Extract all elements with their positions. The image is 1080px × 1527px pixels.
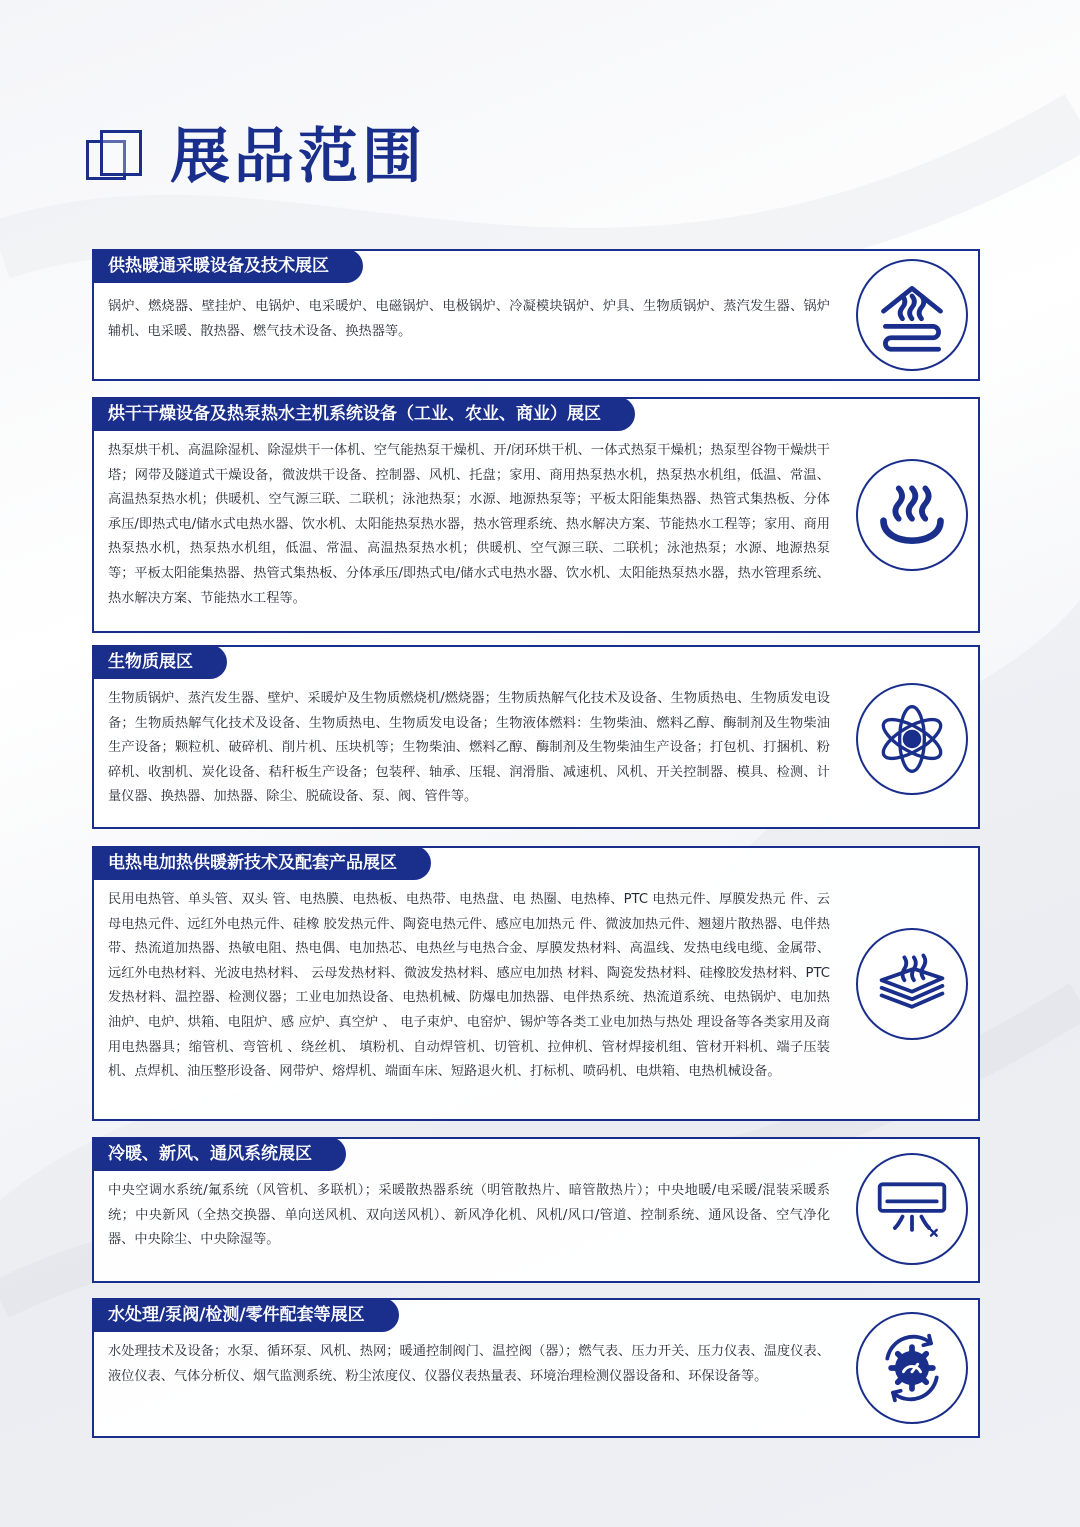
atom-icon xyxy=(856,683,968,795)
section-title: 烘干干燥设备及热泵热水主机系统设备（工业、农业、商业）展区 xyxy=(92,397,635,431)
steam-bowl-icon xyxy=(856,459,968,571)
gear-gauge-cycle-icon xyxy=(856,1312,968,1424)
section-description: 热泵烘干机、高温除湿机、除湿烘干一体机、空气能热泵干燥机、开/闭环烘干机、一体式热泵干燥机；热泵型谷物干燥烘干塔；网带及隧道式干燥设备，微波烘干设备、控制器、风机、托盘；家用、商用热泵热水机，热泵热水机组，低温、常温、高温热泵热水机；供暖机、空气源三联、二联机；泳池热泵；水源、地源热泵等；平板太阳能集热器、热管式集热板、分体承压/即热式电/储水式电热水器、饮水机、太阳能热泵热水器，热水管理系统、热水解决方案、节能热水工程等；家用、商用热泵热水机，热泵热水机组，低温、常温、高温热泵热水机；供暖机、空气源三联、二联机；泳池热泵；水源、地源热泵等；平板太阳能集热器、热管式集热板、分体承压/即热式电/储水式电热水器、饮水机、太阳能热泵热水器，热水管理系统、热水解决方案、节能热水工程等。 xyxy=(108,443,830,606)
section-title: 冷暖、新风、通风系统展区 xyxy=(92,1137,346,1171)
section-water-treatment xyxy=(92,1298,980,1438)
section-description: 民用电热管、单头管、双头 管、电热膜、电热板、电热带、电热盘、电 热圈、电热棒、PTC 电热元件、厚膜发热元 件、云母电热元件、远红外电热元件、硅橡 胶发热元件、陶瓷电热元件、感应电加热元 件、微波加热元件、翘翅片散热器、电伴热带、热流道加热器、热敏电阻、热电偶、电加热芯、电热丝与电热合金、厚膜发热材料、高温线、发热电线电缆、金属带、远红外电热材料、光波电热材料、 云母发热材料、微波发热材料、感应电加热 材料、陶瓷发热材料、硅橡胶发热材料、PTC 发热材料、温控器、检测仪器；工业电加热设备、电热机械、防爆电加热器、电伴热系统、热流道系统、电热锅炉、电加热油炉、电炉、烘箱、电阻炉、感 应炉、真空炉 、 电子束炉、电窑炉、锡炉等各类工业电加热与热处 理设备等各类家用及商用电热器具；缩管机、弯管机 、绕丝机、 填粉机、自动焊管机、切管机、拉伸机、管材焊接机组、管材开料机、端子压装机、点焊机、油压整形设备、网带炉、熔焊机、端面车床、短路退火机、打标机、喷码机、电烘箱、电热机械设备。 xyxy=(108,892,844,1080)
air-conditioner-icon xyxy=(856,1153,968,1265)
heating-film-icon xyxy=(856,928,968,1040)
section-drying-heat-pump xyxy=(92,397,980,633)
section-description: 水处理技术及设备；水泵、循环泵、风机、热网；暖通控制阀门、温控阀（器）；燃气表、压力开关、压力仪表、温度仪表、液位仪表、气体分析仪、烟气监测系统、粉尘浓度仪、仪器仪表热量表、环境治理检测仪器设备和、环保设备等。 xyxy=(108,1344,830,1384)
house-heating-icon xyxy=(856,259,968,371)
section-title: 生物质展区 xyxy=(92,645,227,679)
section-description: 生物质锅炉、蒸汽发生器、壁炉、采暖炉及生物质燃烧机/燃烧器；生物质热解气化技术及设备、生物质热电、生物质发电设备；生物质热解气化技术及设备、生物质热电、生物质发电设备；生物液体燃料：生物柴油、燃料乙醇、酶制剂及生物柴油生产设备；颗粒机、破碎机、削片机、压块机等；生物柴油、燃料乙醇、酶制剂及生物柴油生产设备；打包机、打捆机、粉碎机、收割机、炭化设备、秸秆板生产设备；包装秤、轴承、压辊、润滑脂、减速机、风机、开关控制器、模具、检测、计量仪器、换热器、加热器、除尘、脱硫设备、泵、阀、管件等。 xyxy=(108,691,830,805)
section-heating-equipment xyxy=(92,249,980,381)
overlapping-squares-icon xyxy=(86,130,146,190)
section-description: 锅炉、燃烧器、壁挂炉、电锅炉、电采暖炉、电磁锅炉、电极锅炉、冷凝模块锅炉、炉具、生物质锅炉、蒸汽发生器、锅炉辅机、电采暖、散热器、燃气技术设备、换热器等。 xyxy=(108,299,830,339)
section-electric-heating xyxy=(92,846,980,1121)
section-title: 电热电加热供暖新技术及配套产品展区 xyxy=(92,846,431,880)
section-ventilation xyxy=(92,1137,980,1283)
section-biomass xyxy=(92,645,980,829)
section-description: 中央空调水系统/氟系统（风管机、多联机）；采暖散热器系统（明管散热片、暗管散热片）；中央地暖/电采暖/混装采暖系统；中央新风（全热交换器、单向送风机、双向送风机）、新风净化机、风机/风口/管道、控制系统、通风设备、空气净化器、中央除尘、中央除湿等。 xyxy=(108,1183,830,1248)
page-title: 展品范围 xyxy=(170,122,426,192)
section-title: 水处理/泵阀/检测/零件配套等展区 xyxy=(92,1298,399,1332)
section-title: 供热暖通采暖设备及技术展区 xyxy=(92,249,363,283)
